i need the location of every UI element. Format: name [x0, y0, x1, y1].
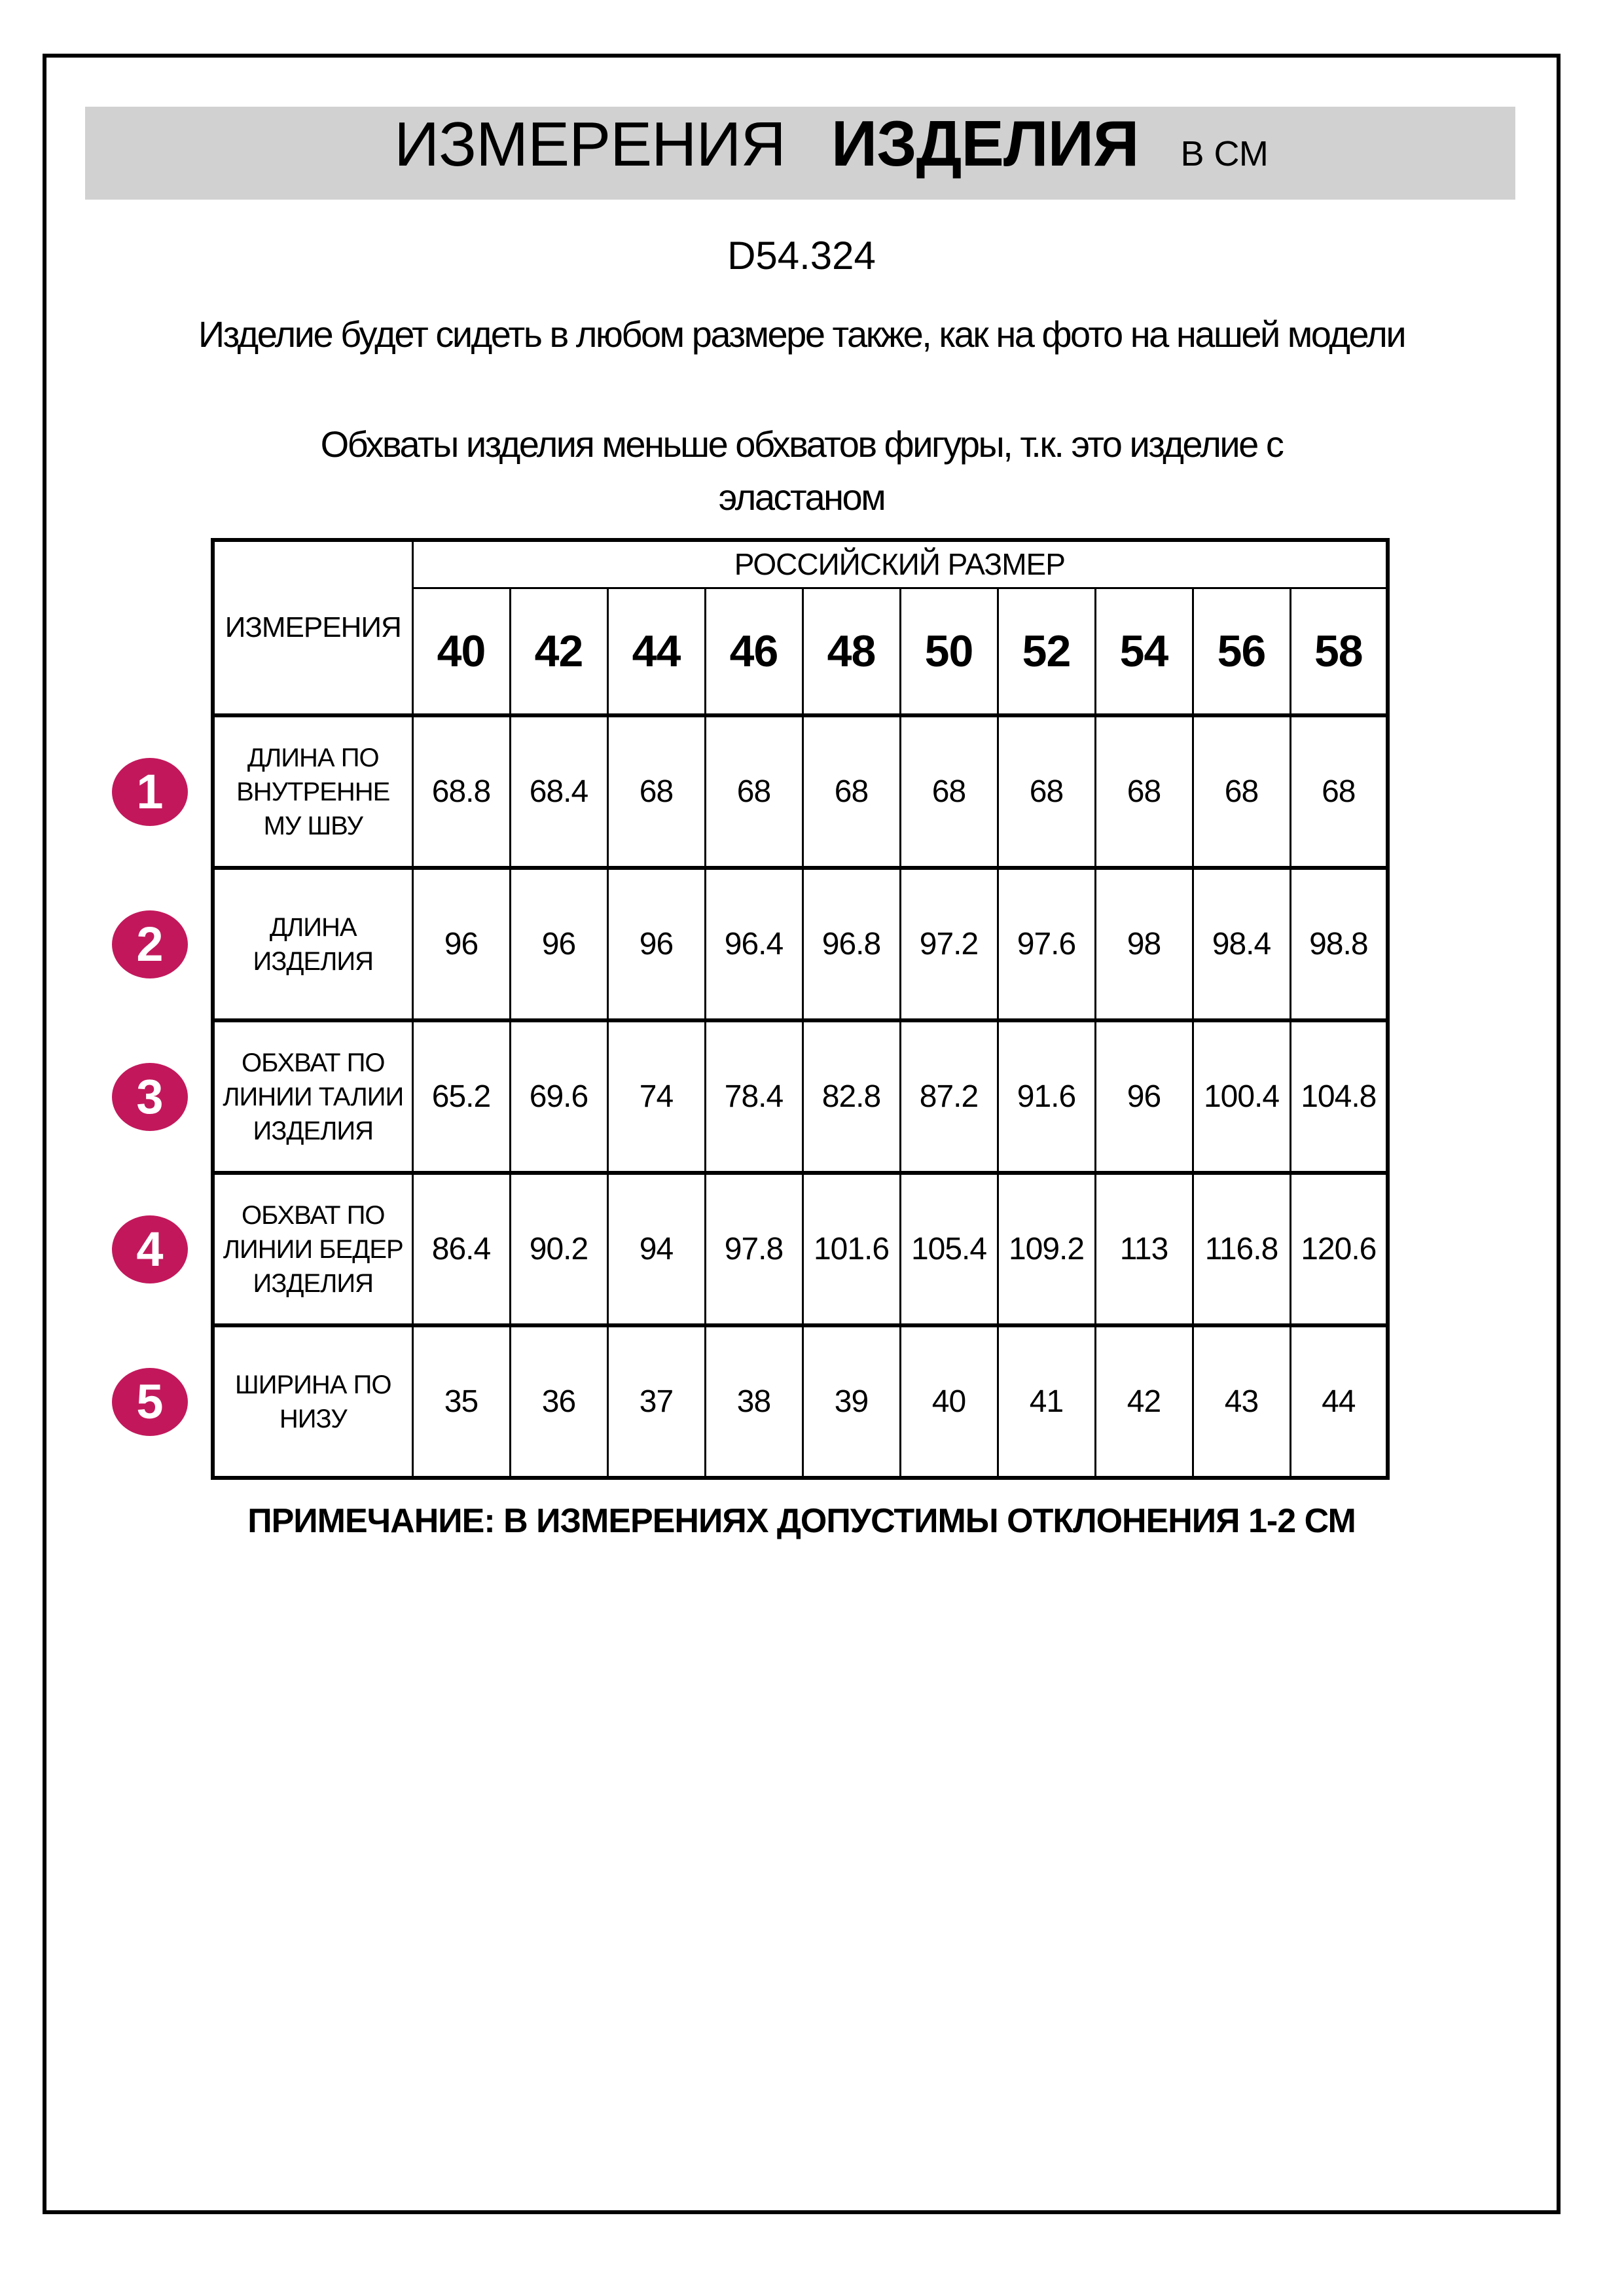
tolerance-note: ПРИМЕЧАНИЕ: В ИЗМЕРЕНИЯХ ДОПУСТИМЫ ОТКЛОНЕНИЯ 1-2 СМ: [247, 1502, 1356, 1540]
value-cell: 96.8: [803, 868, 900, 1020]
size-header-cell: 44: [607, 588, 705, 715]
size-system-header-cell: РОССИЙСКИЙ РАЗМЕР: [412, 540, 1388, 588]
value-cell: 97.6: [998, 868, 1095, 1020]
value-cell: 97.2: [900, 868, 998, 1020]
measurement-row: [48, 715, 1388, 868]
row-label-cell: ДЛИНА ПО ВНУТРЕННЕ МУ ШВУ: [213, 715, 412, 868]
row-label-cell: ДЛИНА ИЗДЕЛИЯ: [213, 868, 412, 1020]
value-cell: 44: [1290, 1325, 1388, 1478]
value-cell: 91.6: [998, 1020, 1095, 1173]
row-number-cell: [48, 1020, 213, 1173]
value-cell: 100.4: [1193, 1020, 1290, 1173]
value-cell: 41: [998, 1325, 1095, 1478]
value-cell: 120.6: [1290, 1173, 1388, 1325]
title-banner: [85, 107, 1515, 200]
row-number-badge: 4: [112, 1215, 188, 1283]
row-number-cell: [48, 1325, 213, 1478]
value-cell: 68: [705, 715, 803, 868]
value-cell: 68.4: [510, 715, 607, 868]
size-header-cell: 50: [900, 588, 998, 715]
size-header-cell: 40: [412, 588, 510, 715]
value-cell: 98.8: [1290, 868, 1388, 1020]
row-number-badge: 1: [112, 758, 188, 826]
value-cell: 94: [607, 1173, 705, 1325]
fit-note-paragraph: Изделие будет сидеть в любом размере также, как на фото на нашей модели: [198, 314, 1405, 355]
value-cell: 105.4: [900, 1173, 998, 1325]
row-number-badge: 3: [112, 1063, 188, 1131]
value-cell: 43: [1193, 1325, 1290, 1478]
size-header-cell: 56: [1193, 588, 1290, 715]
value-cell: 101.6: [803, 1173, 900, 1325]
value-cell: 96: [607, 868, 705, 1020]
value-cell: 98.4: [1193, 868, 1290, 1020]
value-cell: 96: [412, 868, 510, 1020]
measurements-table: [48, 538, 1390, 1480]
row-number-cell: [48, 715, 213, 868]
row-number-badge: 2: [112, 910, 188, 978]
value-cell: 97.8: [705, 1173, 803, 1325]
value-cell: 39: [803, 1325, 900, 1478]
value-cell: 104.8: [1290, 1020, 1388, 1173]
row-number-cell: [48, 868, 213, 1020]
model-number: D54.324: [727, 234, 876, 278]
measurement-row: [48, 1173, 1388, 1325]
value-cell: 35: [412, 1325, 510, 1478]
value-cell: 68: [803, 715, 900, 868]
value-cell: 68: [1290, 715, 1388, 868]
row-number-cell: [48, 1173, 213, 1325]
elastane-note-paragraph: Обхваты изделия меньше обхватов фигуры, т.к. это изделие с эластаном: [320, 423, 1283, 518]
value-cell: 36: [510, 1325, 607, 1478]
value-cell: 90.2: [510, 1173, 607, 1325]
value-cell: 69.6: [510, 1020, 607, 1173]
value-cell: 86.4: [412, 1173, 510, 1325]
value-cell: 74: [607, 1020, 705, 1173]
row-label-cell: ОБХВАТ ПО ЛИНИИ ТАЛИИ ИЗДЕЛИЯ: [213, 1020, 412, 1173]
badge-column-spacer: [48, 540, 213, 715]
page-title-bold: ИЗДЕЛИЯ: [831, 107, 1139, 179]
value-cell: 42: [1095, 1325, 1193, 1478]
corner-header-cell: ИЗМЕРЕНИЯ: [213, 540, 412, 715]
row-number-badge: 5: [112, 1368, 188, 1436]
measurement-row: [48, 1325, 1388, 1478]
value-cell: 96: [510, 868, 607, 1020]
page-title: ИЗМЕРЕНИЯ: [394, 109, 785, 179]
value-cell: 78.4: [705, 1020, 803, 1173]
value-cell: 87.2: [900, 1020, 998, 1173]
value-cell: 68: [607, 715, 705, 868]
value-cell: 116.8: [1193, 1173, 1290, 1325]
value-cell: 68.8: [412, 715, 510, 868]
value-cell: 98: [1095, 868, 1193, 1020]
value-cell: 40: [900, 1325, 998, 1478]
value-cell: 38: [705, 1325, 803, 1478]
size-header-cell: 58: [1290, 588, 1388, 715]
value-cell: 82.8: [803, 1020, 900, 1173]
value-cell: 65.2: [412, 1020, 510, 1173]
page-border: [43, 54, 1561, 2214]
row-label-cell: ШИРИНА ПО НИЗУ: [213, 1325, 412, 1478]
value-cell: 96.4: [705, 868, 803, 1020]
size-header-cell: 52: [998, 588, 1095, 715]
value-cell: 68: [998, 715, 1095, 868]
value-cell: 113: [1095, 1173, 1193, 1325]
title-unit-label: В СМ: [1180, 134, 1269, 173]
value-cell: 96: [1095, 1020, 1193, 1173]
size-header-cell: 46: [705, 588, 803, 715]
value-cell: 109.2: [998, 1173, 1095, 1325]
value-cell: 68: [900, 715, 998, 868]
value-cell: 68: [1095, 715, 1193, 868]
size-header-cell: 48: [803, 588, 900, 715]
value-cell: 37: [607, 1325, 705, 1478]
measurement-row: [48, 1020, 1388, 1173]
measurement-row: [48, 868, 1388, 1020]
size-header-cell: 54: [1095, 588, 1193, 715]
row-label-cell: ОБХВАТ ПО ЛИНИИ БЕДЕР ИЗДЕЛИЯ: [213, 1173, 412, 1325]
value-cell: 68: [1193, 715, 1290, 868]
size-header-cell: 42: [510, 588, 607, 715]
